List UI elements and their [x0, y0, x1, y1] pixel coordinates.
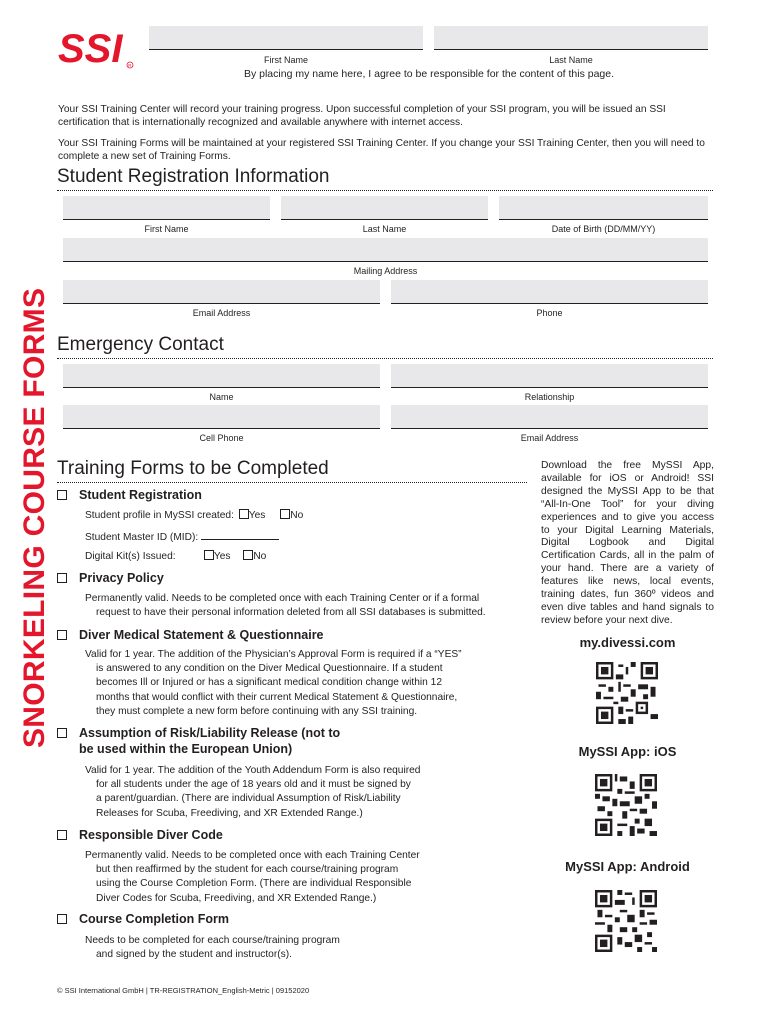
- student-last-name-label: Last Name: [362, 224, 407, 234]
- emergency-email-label: Email Address: [520, 433, 579, 443]
- student-dob-label: Date of Birth (DD/MM/YY): [551, 224, 656, 234]
- completion-checkbox[interactable]: [57, 914, 67, 924]
- emergency-title: Emergency Contact: [57, 334, 224, 355]
- side-banner: SNORKELING COURSE FORMS: [18, 287, 51, 748]
- medical-body: [85, 648, 525, 719]
- liability-title-line-1: Assumption of Risk/Liability Release (not to: [79, 726, 341, 740]
- mid-label: Student Master ID (MID):: [85, 532, 199, 543]
- student-registration-checkbox[interactable]: [57, 490, 67, 500]
- medical-line-2: is answered to any condition on the Diver Medical Questionnaire. If a student: [96, 663, 443, 675]
- responsible-line-2: but then reaffirmed by the student for each course/training program: [96, 864, 399, 876]
- digital-kit-label: Digital Kit(s) Issued:: [85, 551, 176, 562]
- responsible-body: [85, 849, 525, 906]
- student-phone-field[interactable]: [391, 280, 708, 304]
- mid-row: [85, 530, 279, 545]
- completion-item: [57, 911, 517, 927]
- header-first-name-field[interactable]: [149, 26, 423, 50]
- completion-line-1: Needs to be completed for each course/training program: [85, 935, 340, 946]
- privacy-body: [85, 592, 525, 620]
- medical-line-5: they must complete a new form before continuing with any SSI training.: [96, 705, 418, 717]
- medical-line-4: months that would conflict with their current Medical Statement & Questionnaire,: [96, 691, 458, 703]
- emergency-name-field[interactable]: [63, 364, 380, 388]
- liability-line-4: Releases for Scuba, Freediving, and XR Extended Range.): [96, 807, 363, 819]
- emergency-divider: [57, 358, 713, 359]
- logo-text: SSI: [58, 27, 123, 70]
- myssi-profile-label: Student profile in MySSI created:: [85, 510, 234, 521]
- emergency-relationship-field[interactable]: [391, 364, 708, 388]
- intro-paragraph-2: Your SSI Training Forms will be maintained at your registered SSI Training Center. If you change your SSI Training Center, then you will need to complete a new set of Training Forms.: [58, 138, 705, 162]
- completion-title: Course Completion Form: [79, 912, 230, 926]
- android-label: MySSI App: Android: [565, 859, 690, 874]
- android-qr-code[interactable]: [595, 890, 657, 952]
- ssi-logo-mark: [56, 24, 136, 70]
- liability-line-3: a parent/guardian. (There are individual Assumption of Risk/Liability: [96, 793, 401, 805]
- header-first-name-label: First Name: [263, 55, 308, 65]
- website-qr-code[interactable]: [596, 662, 658, 724]
- responsible-line-3: using the Course Completion Form. (There are individual Responsible: [96, 878, 412, 890]
- student-first-name-field[interactable]: [63, 196, 270, 220]
- liability-item: [57, 725, 517, 757]
- completion-line-2: and signed by the student and instructor(s).: [96, 949, 292, 961]
- privacy-title: Privacy Policy: [79, 571, 164, 585]
- agreement-text: By placing my name here, I agree to be responsible for the content of this page.: [243, 68, 615, 80]
- responsible-line-4: Diver Codes for Scuba, Freediving, and XR Extended Range.): [96, 892, 377, 904]
- medical-item: [57, 627, 517, 643]
- mailing-address-field[interactable]: [63, 238, 708, 262]
- emergency-cell-label: Cell Phone: [199, 433, 244, 443]
- student-registration-item: [57, 487, 517, 503]
- registration-title: Student Registration Information: [57, 166, 330, 187]
- intro-paragraph-1: Your SSI Training Center will record your training progress. Upon successful completion of your SSI program, you will be issued an SSI certification that is internationally recognized and available anywhere with internet access.: [58, 104, 666, 128]
- emergency-name-label: Name: [209, 392, 234, 402]
- student-email-label: Email Address: [192, 308, 251, 318]
- privacy-item: [57, 570, 517, 586]
- emergency-cell-field[interactable]: [63, 405, 380, 429]
- kit-yes-checkbox[interactable]: [204, 550, 214, 560]
- ssi-logo: [56, 24, 136, 70]
- responsible-line-1: Permanently valid. Needs to be completed once with each Training Center: [85, 850, 420, 861]
- website-label[interactable]: my.divessi.com: [579, 635, 676, 650]
- svg-text:R: R: [128, 62, 132, 68]
- medical-line-3: becomes Ill or Injured or has a significant medical condition change within 12: [96, 677, 443, 689]
- kit-yes-label: Yes: [213, 551, 231, 562]
- liability-checkbox[interactable]: [57, 728, 67, 738]
- kit-no-checkbox[interactable]: [243, 550, 253, 560]
- liability-line-1: Valid for 1 year. The addition of the Youth Addendum Form is also required: [85, 765, 421, 776]
- liability-title-line-2: be used within the European Union): [79, 742, 293, 756]
- ios-label: MySSI App: iOS: [578, 744, 677, 759]
- emergency-relationship-label: Relationship: [524, 392, 575, 402]
- training-divider: [57, 482, 527, 483]
- privacy-line-1: Permanently valid. Needs to be completed once with each Training Center or if a formal: [85, 593, 480, 604]
- responsible-item: [57, 827, 517, 843]
- student-first-name-label: First Name: [144, 224, 189, 234]
- digital-kit-row: [85, 550, 266, 564]
- student-registration-title: Student Registration: [79, 488, 202, 502]
- footer-text: © SSI International GmbH | TR-REGISTRATION_English-Metric | 09152020: [57, 986, 310, 995]
- student-email-field[interactable]: [63, 280, 380, 304]
- responsible-title: Responsible Diver Code: [79, 828, 223, 842]
- profile-no-checkbox[interactable]: [280, 509, 290, 519]
- app-description: Download the free MySSI App, available for iOS or Android! SSI designed the MySSI App to be that “All-In-One Tool” for your diving experiences and to give you access to your Digital Learning Materials, Digital Logbook and Digital Certification Cards, all in the palm of your hand. There are a variety of features like news, local events, training dates, fun 360º videos and even dive tables and hand signals to review before your next dive.: [541, 460, 714, 626]
- medical-title: Diver Medical Statement & Questionnaire: [79, 628, 324, 642]
- liability-body: [85, 764, 525, 821]
- kit-no-label: No: [253, 551, 267, 562]
- medical-line-1: Valid for 1 year. The addition of the Physician’s Approval Form is required if a “YES”: [85, 649, 462, 660]
- header-last-name-field[interactable]: [434, 26, 708, 50]
- profile-no-label: No: [290, 510, 304, 521]
- training-title: Training Forms to be Completed: [57, 458, 329, 479]
- student-dob-field[interactable]: [499, 196, 708, 220]
- header-last-name-label: Last Name: [549, 55, 593, 65]
- liability-line-2: for all students under the age of 18 years old and it must be signed by: [96, 779, 411, 791]
- privacy-checkbox[interactable]: [57, 573, 67, 583]
- profile-yes-checkbox[interactable]: [239, 509, 249, 519]
- responsible-checkbox[interactable]: [57, 830, 67, 840]
- mailing-address-label: Mailing Address: [353, 266, 418, 276]
- student-phone-label: Phone: [536, 308, 563, 318]
- privacy-line-2: request to have their personal information deleted from all SSI databases is submitted.: [96, 607, 486, 619]
- registration-divider: [57, 190, 713, 191]
- profile-yes-label: Yes: [248, 510, 266, 521]
- medical-checkbox[interactable]: [57, 630, 67, 640]
- ios-qr-code[interactable]: [595, 774, 657, 836]
- student-last-name-field[interactable]: [281, 196, 488, 220]
- emergency-email-field[interactable]: [391, 405, 708, 429]
- myssi-profile-row: [85, 509, 303, 523]
- completion-body: [85, 934, 525, 962]
- mid-field[interactable]: [201, 530, 279, 540]
